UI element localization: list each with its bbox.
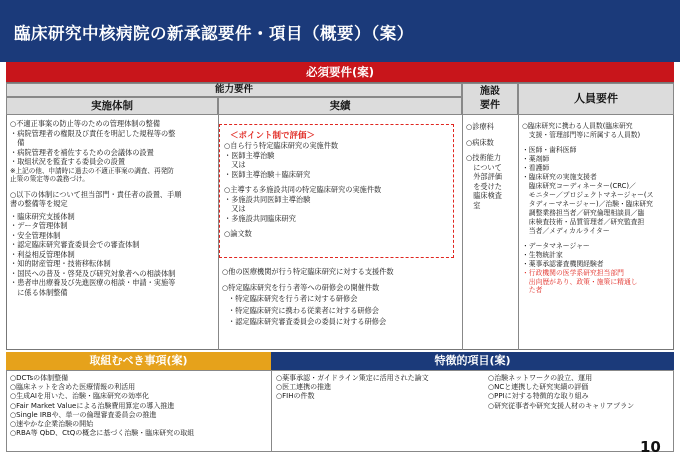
tokucho-right-list	[488, 374, 672, 411]
title-bar	[0, 0, 680, 62]
list-item: ・臨床研究支援体制	[10, 211, 75, 221]
list-item: ○速やかな企業治験の開始	[10, 420, 94, 429]
list-item: ・看護師	[522, 163, 550, 172]
list-item: ○臨床ネットを含めた医療情報の利活用	[10, 383, 136, 392]
list-item: ○研究従事者や研究支援人材のキャリアプラン	[488, 401, 635, 410]
tokucho-header: 特徴的項目(案)	[271, 352, 674, 370]
ability-header: 能力要件	[6, 83, 462, 97]
divider	[271, 370, 272, 452]
jisseki-header: 実績	[218, 97, 462, 115]
list-item: ○特定臨床研究を行う者等への研修会の開催件数	[222, 282, 380, 292]
list-item: ○医工連携の推進	[276, 383, 332, 392]
list-item: ○DCTsの体制整備	[10, 374, 69, 382]
list-item: ・国民への普及・啓発及び研究対象者への相談体制	[10, 268, 176, 278]
list-item: ・生物統計家	[522, 250, 563, 259]
jinin-header: 人員要件	[518, 83, 674, 115]
list-item: 室	[466, 200, 481, 210]
list-item: ○Fair Market Valueによる治験費用算定の導入推進	[10, 401, 175, 410]
list-item: ・患者申出療養及び先進医療の相談・申請・実施等	[10, 278, 176, 288]
list-item: ・薬事承認審査機関経験者	[522, 259, 604, 268]
list-item: ・データ管理体制	[10, 221, 68, 231]
list-item: ○RBA等 QbD、CtQの概念に基づく治験・臨床研究の取組	[10, 429, 195, 438]
shisetsu-header	[462, 83, 518, 115]
list-item: ・多施設共同臨床研究	[224, 213, 296, 223]
list-item: ・医師主導治験	[224, 150, 275, 160]
list-item: 書の整備等を規定	[10, 199, 68, 209]
list-item: ・利益相反管理体制	[10, 249, 75, 259]
list-item: ・特定臨床研究に携わる従業者に対する研修会	[228, 305, 379, 315]
list-item: ・薬剤師	[522, 154, 550, 163]
divider	[518, 115, 519, 350]
list-item: を受けた	[466, 181, 502, 191]
list-item: 臨床研究コーディネーター(CRC)／	[522, 181, 636, 190]
list-item: 又は	[224, 204, 246, 213]
list-item: 止策の策定等の義務づけ。	[10, 175, 89, 184]
jisseki-lower-list	[222, 267, 460, 327]
page-number: 10	[640, 438, 661, 456]
list-item: ○生成AIを用いた、治験・臨床研究の効率化	[10, 392, 149, 401]
list-item: ・認定臨床研究審査委員会での審査体制	[10, 240, 140, 250]
shisetsu-list	[466, 122, 518, 210]
list-item: ・認定臨床研究審査委員会の委員に対する研修会	[228, 317, 387, 326]
list-item: ○Single IRBや、単一の倫理審査委員会の推進	[10, 410, 157, 419]
list-item: ・病院管理者を補佐するための会議体の設置	[10, 147, 154, 157]
list-item: に係る体制整備	[10, 287, 68, 297]
list-item: ○他の医療機関が行う特定臨床研究に対する支援件数	[222, 267, 394, 276]
list-item: ○以下の体制について担当部門・責任者の設置、手順	[10, 189, 182, 199]
list-item: ○論文数	[224, 229, 252, 238]
list-item: ※上記の他、申請時に過去の不適正事案の調査、再発防	[10, 166, 174, 175]
list-item: ○不適正事案の防止等のための管理体制の整備	[10, 119, 161, 128]
shisetsu-header-line1: 施設	[480, 86, 500, 97]
jisshi-header: 実施体制	[6, 97, 218, 115]
torikumu-list	[10, 374, 268, 439]
list-item: ○FIHの件数	[276, 392, 315, 401]
list-item: ・知的財産管理・技術移転体制	[10, 259, 111, 269]
shisetsu-header-line2: 要件	[480, 100, 500, 111]
tokucho-left-list	[276, 374, 476, 402]
page-title: 臨床研究中核病院の新承認要件・項目（概要）（案）	[14, 24, 414, 43]
list-item: ○PPIに対する特徴的な取り組み	[488, 392, 589, 401]
point-list	[224, 141, 452, 239]
list-item: ○主導する多施設共同の特定臨床研究の実施件数	[224, 185, 382, 194]
list-item: ・特定臨床研究を行う者に対する研修会	[228, 294, 358, 303]
list-item: モニター／プロジェクトマネージャー(ス	[522, 190, 654, 199]
list-item: ○NCと連携した研究実績の評価	[488, 383, 589, 392]
torikumu-header: 取組むべき事項(案)	[6, 352, 271, 370]
list-item: ○治験ネットワークの設立、運用	[488, 374, 593, 382]
list-item-highlight: た者	[522, 286, 543, 295]
list-item: 当者／メディカルライター	[522, 226, 610, 235]
list-item: 調整業務担当者／研究倫理相談員／臨	[522, 208, 645, 217]
required-header: 必須要件(案)	[6, 62, 674, 82]
list-item: ○自ら行う特定臨床研究の実施件数	[224, 141, 339, 150]
list-item: 又は	[224, 160, 246, 169]
list-item: ○診療科	[466, 122, 494, 131]
jisshi-list	[10, 119, 216, 297]
list-item: ・医師主導治験＋臨床研究	[224, 169, 311, 179]
list-item: 支援・管理部門等に所属する人員数)	[522, 130, 641, 139]
list-item: 床検査技術・品質管理者／研究監査担	[522, 217, 645, 226]
list-item: 備	[10, 138, 25, 147]
list-item: について	[466, 162, 502, 172]
list-item: 外部評価	[466, 172, 502, 181]
list-item: ・取組状況を監査する委員会の設置	[10, 157, 126, 166]
list-item-highlight: ・行政機関の医学系研究担当部門	[522, 268, 624, 277]
list-item: ○薬事承認・ガイドライン策定に活用された論文	[276, 374, 429, 382]
list-item: ・データマネージャー	[522, 241, 590, 250]
list-item: ・臨床研究の実施支援者	[522, 172, 597, 181]
list-item: ・多施設共同医師主導治験	[224, 194, 311, 204]
list-item: ○技術能力	[466, 153, 502, 162]
list-item: 臨床検査	[466, 191, 502, 200]
divider	[462, 115, 463, 350]
jinin-list	[522, 122, 672, 295]
list-item: ・病院管理者の権限及び責任を明記した規程等の整	[10, 128, 176, 138]
list-item: ○病床数	[466, 137, 494, 147]
list-item-highlight: 出向歴があり、政策・施策に精通し	[522, 277, 638, 286]
list-item: ・安全管理体制	[10, 230, 61, 240]
point-title: ＜ポイント制で評価＞	[230, 131, 316, 141]
list-item: ・医師・歯科医師	[522, 145, 577, 154]
list-item: ○臨床研究に携わる人員数(臨床研究	[522, 122, 633, 130]
list-item: タディーマネージャー)／治験・臨床研究	[522, 199, 653, 208]
